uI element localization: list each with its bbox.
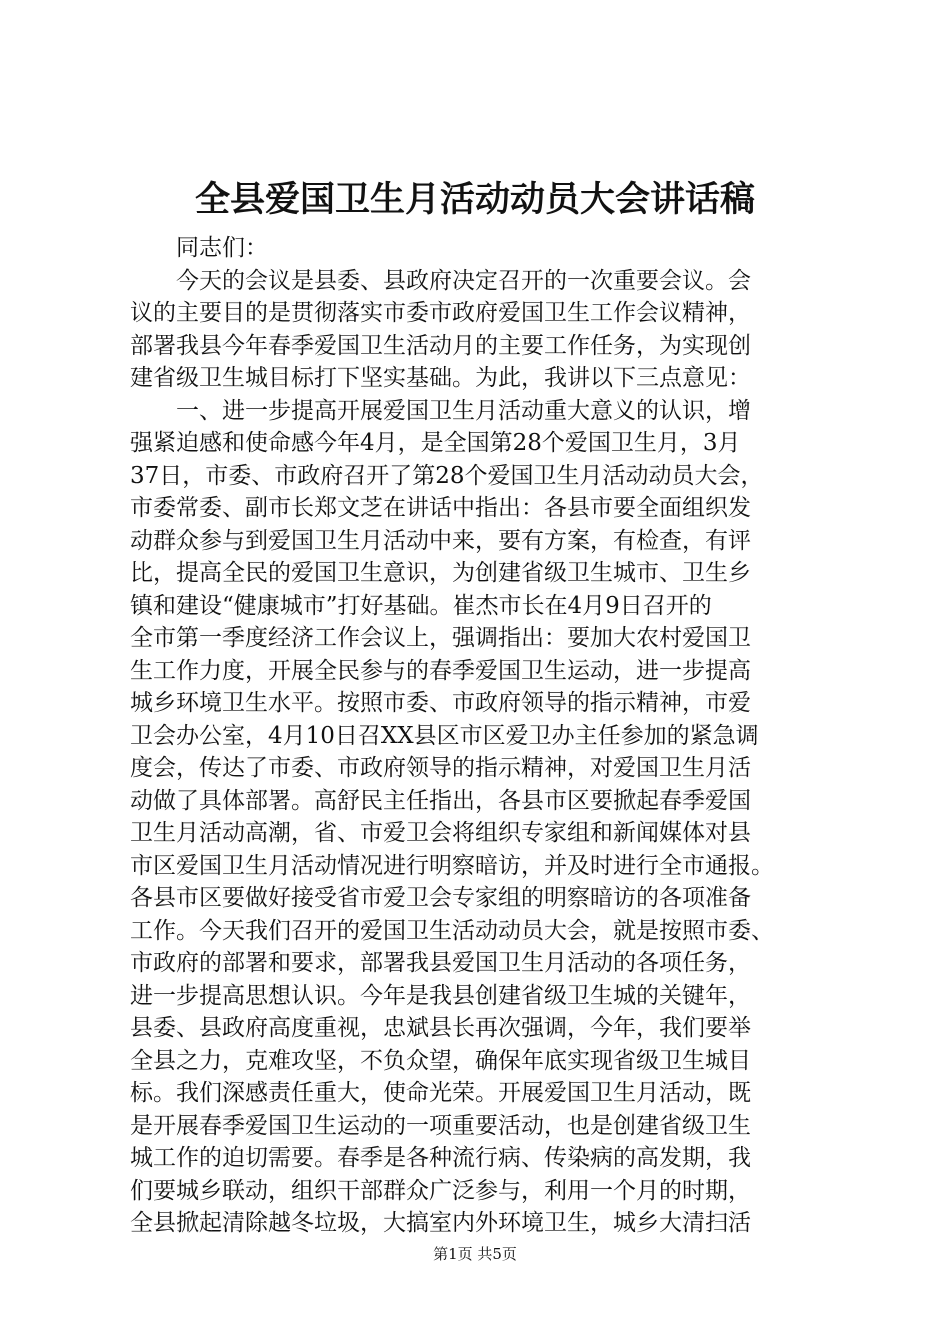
document-title: 全县爱国卫生月活动动员大会讲话稿 (194, 179, 755, 220)
body-line: 各县市区要做好接受省市爱卫会专家组的明察暗访的各项准备 (130, 885, 751, 911)
body-line: 生工作力度，开展全民参与的春季爱国卫生运动，进一步提高 (130, 657, 751, 684)
body-line: 今天的会议是县委、县政府决定召开的一次重要会议。会 (130, 267, 751, 294)
body-line: 全市第一季度经济工作会议上，强调指出：要加大农村爱国卫 (130, 625, 751, 651)
body-line: 市委常委、副市长郑文芝在讲话中指出：各县市要全面组织发 (130, 495, 751, 521)
body-line: 全县之力，克难攻坚，不负众望，确保年底实现省级卫生城目 (130, 1047, 751, 1074)
body-line: 全县掀起清除越冬垃圾，大搞室内外环境卫生，城乡大清扫活 (130, 1210, 751, 1236)
body-line: 市区爱国卫生月活动情况进行明察暗访，并及时进行全市通报。 (130, 852, 774, 879)
body-line: 度会，传达了市委、市政府领导的指示精神，对爱国卫生月活 (130, 755, 751, 781)
body-line: 卫生月活动高潮，省、市爱卫会将组织专家组和新闻媒体对县 (130, 820, 751, 846)
body-line: 比，提高全民的爱国卫生意识，为创建省级卫生城市、卫生乡 (130, 560, 751, 586)
body-line: 一、进一步提高开展爱国卫生月活动重大意义的认识，增 (130, 397, 751, 424)
body-line: 镇和建设“健康城市”打好基础。崔杰市长在4月9日召开的 (130, 592, 712, 619)
body-line: 同志们： (130, 235, 268, 261)
body-line: 部署我县今年春季爱国卫生活动月的主要工作任务，为实现创 (130, 332, 751, 359)
body-line: 建省级卫生城目标打下坚实基础。为此，我讲以下三点意见： (130, 365, 751, 391)
body-line: 动群众参与到爱国卫生月活动中来，要有方案，有检查，有评 (130, 527, 751, 554)
body-line: 动做了具体部署。高舒民主任指出，各县市区要掀起春季爱国 (130, 787, 751, 814)
body-line: 37日，市委、市政府召开了第28个爱国卫生月活动动员大会， (130, 462, 764, 489)
body-line: 议的主要目的是贯彻落实市委市政府爱国卫生工作会议精神， (130, 300, 751, 326)
body-line: 城乡环境卫生水平。按照市委、市政府领导的指示精神，市爱 (130, 690, 751, 716)
body-line: 标。我们深感责任重大，使命光荣。开展爱国卫生月活动，既 (130, 1080, 751, 1106)
document-body (130, 232, 850, 1240)
body-line: 卫会办公室，4月10日召XX县区市区爱卫办主任参加的紧急调 (130, 722, 759, 749)
body-line: 城工作的迫切需要。春季是各种流行病、传染病的高发期，我 (130, 1145, 751, 1171)
body-line: 是开展春季爱国卫生运动的一项重要活动，也是创建省级卫生 (130, 1112, 751, 1139)
body-line: 工作。今天我们召开的爱国卫生活动动员大会，就是按照市委、 (130, 917, 774, 944)
body-line: 市政府的部署和要求，部署我县爱国卫生月活动的各项任务， (130, 950, 751, 976)
body-line: 县委、县政府高度重视，忠斌县长再次强调，今年，我们要举 (130, 1015, 751, 1041)
page-footer: 第1页 共5页 (433, 1245, 517, 1263)
body-line: 强紧迫感和使命感今年4月，是全国第28个爱国卫生月，3月 (130, 430, 741, 456)
body-line: 们要城乡联动，组织干部群众广泛参与，利用一个月的时期， (130, 1177, 751, 1204)
body-line: 进一步提高思想认识。今年是我县创建省级卫生城的关键年， (130, 982, 751, 1009)
